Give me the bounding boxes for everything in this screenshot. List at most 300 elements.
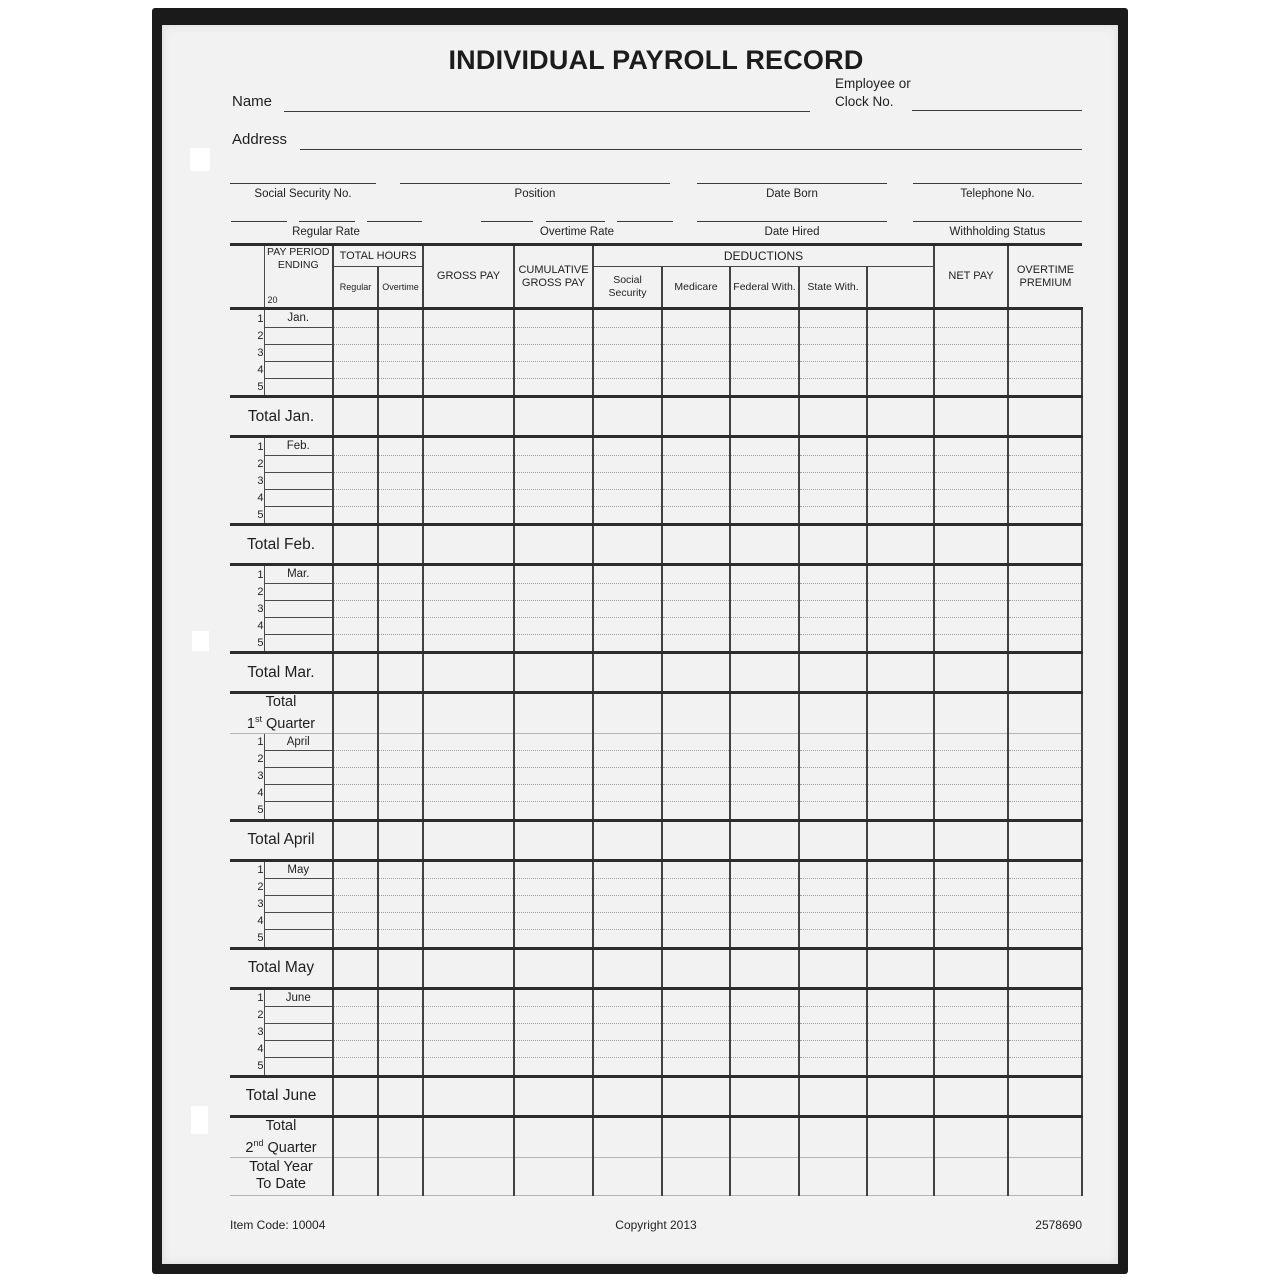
punch-hole <box>190 148 210 171</box>
quarter-total-line2 <box>230 1135 332 1157</box>
row-number: 3 <box>257 898 264 911</box>
data-cell <box>934 565 1008 584</box>
data-cell <box>593 617 662 634</box>
month-label-cell <box>264 583 333 600</box>
data-cell <box>1008 506 1082 525</box>
data-cell <box>934 1058 1008 1077</box>
pay-period-row <box>230 361 1082 378</box>
data-cell <box>378 327 423 344</box>
data-cell <box>514 489 593 506</box>
data-cell <box>333 860 378 879</box>
data-cell <box>799 378 867 397</box>
pay-period-row <box>230 785 1082 802</box>
withholding-status-label: Withholding Status <box>949 226 1046 238</box>
row-number: 2 <box>257 753 264 766</box>
month-label-cell: Feb. <box>264 437 333 456</box>
pay-period-row <box>230 1024 1082 1041</box>
data-cell <box>333 1041 378 1058</box>
pay-period-row <box>230 506 1082 525</box>
total-cell <box>1008 1116 1082 1157</box>
data-cell <box>333 1024 378 1041</box>
total-cell <box>662 1157 730 1195</box>
data-cell <box>514 733 593 751</box>
clock-no-text: Clock No. <box>835 94 894 109</box>
pay-period-row <box>230 1041 1082 1058</box>
total-cell <box>514 1116 593 1157</box>
data-cell <box>867 361 934 378</box>
total-cell <box>593 820 662 860</box>
total-cell <box>333 948 378 988</box>
total-cell <box>378 693 423 734</box>
month-total-row <box>230 397 1082 437</box>
data-cell <box>1008 860 1082 879</box>
month-label-cell <box>264 1058 333 1077</box>
data-cell <box>378 1058 423 1077</box>
net-pay-header: NET PAY <box>934 245 1008 309</box>
data-cell <box>799 860 867 879</box>
data-cell <box>378 472 423 489</box>
total-cell <box>799 397 867 437</box>
telephone-blank-line <box>913 183 1082 184</box>
data-cell <box>1008 634 1082 653</box>
total-cell <box>662 653 730 693</box>
data-cell <box>514 896 593 913</box>
row-number: 3 <box>257 602 264 615</box>
data-cell <box>1008 879 1082 896</box>
data-cell <box>378 913 423 930</box>
data-cell <box>1008 583 1082 600</box>
data-cell <box>934 361 1008 378</box>
total-cell <box>867 1116 934 1157</box>
pay-period-row <box>230 309 1082 328</box>
month-label-cell <box>264 378 333 397</box>
data-cell <box>934 1041 1008 1058</box>
total-cell <box>593 1157 662 1195</box>
data-cell <box>867 1007 934 1024</box>
punch-hole <box>191 1106 208 1134</box>
data-cell <box>934 988 1008 1007</box>
total-cell <box>423 653 514 693</box>
data-cell <box>514 344 593 361</box>
total-cell <box>514 1157 593 1195</box>
data-cell <box>867 327 934 344</box>
date-born-blank-line <box>697 183 887 184</box>
total-cell <box>1008 397 1082 437</box>
total-cell <box>934 693 1008 734</box>
total-cell <box>514 653 593 693</box>
data-cell <box>333 309 378 328</box>
data-cell <box>593 785 662 802</box>
pay-period-row <box>230 617 1082 634</box>
year-total-row <box>230 1157 1082 1195</box>
data-cell <box>730 617 799 634</box>
data-cell <box>730 583 799 600</box>
total-cell <box>934 1076 1008 1116</box>
pay-period-row <box>230 583 1082 600</box>
data-cell <box>593 733 662 751</box>
month-label-cell <box>264 1024 333 1041</box>
month-label-cell: June <box>264 988 333 1007</box>
row-number: 2 <box>257 585 264 598</box>
data-cell <box>934 879 1008 896</box>
data-cell <box>593 309 662 328</box>
data-cell <box>333 988 378 1007</box>
data-cell <box>867 802 934 821</box>
total-cell <box>934 1157 1008 1195</box>
data-cell <box>1008 617 1082 634</box>
row-number: 3 <box>257 1026 264 1039</box>
total-cell <box>378 820 423 860</box>
month-label-cell <box>264 930 333 949</box>
data-cell <box>378 879 423 896</box>
total-cell <box>423 1157 514 1195</box>
data-cell <box>514 600 593 617</box>
data-cell <box>333 733 378 751</box>
data-cell <box>423 309 514 328</box>
month-total-row-label: Total Feb. <box>230 525 333 565</box>
data-cell <box>593 361 662 378</box>
data-cell <box>514 472 593 489</box>
data-cell <box>867 583 934 600</box>
row-number: 4 <box>257 363 264 376</box>
total-cell <box>662 1076 730 1116</box>
data-cell <box>333 751 378 768</box>
total-cell <box>378 948 423 988</box>
overtime-hours-header: Overtime <box>378 267 423 309</box>
total-cell <box>662 397 730 437</box>
payroll-form-page <box>162 25 1118 1264</box>
data-cell <box>867 1058 934 1077</box>
data-cell <box>333 879 378 896</box>
data-cell <box>867 733 934 751</box>
total-cell <box>423 525 514 565</box>
pay-period-row <box>230 565 1082 584</box>
data-cell <box>934 455 1008 472</box>
data-cell <box>423 583 514 600</box>
total-cell <box>593 397 662 437</box>
pay-period-row <box>230 896 1082 913</box>
quarter-total-line1: Total <box>265 1117 297 1134</box>
total-cell <box>514 820 593 860</box>
quarter-word: Quarter <box>263 1139 317 1156</box>
data-cell <box>423 913 514 930</box>
total-cell <box>333 820 378 860</box>
address-label: Address <box>232 131 288 148</box>
data-cell <box>662 751 730 768</box>
data-cell <box>593 600 662 617</box>
total-cell <box>378 653 423 693</box>
data-cell <box>593 1007 662 1024</box>
pay-period-row <box>230 489 1082 506</box>
row-number: 1 <box>257 864 264 877</box>
total-cell <box>514 525 593 565</box>
data-cell <box>867 600 934 617</box>
total-cell <box>662 693 730 734</box>
data-cell <box>593 896 662 913</box>
data-cell <box>514 768 593 785</box>
data-cell <box>662 437 730 456</box>
data-cell <box>423 733 514 751</box>
pay-period-row <box>230 600 1082 617</box>
data-cell <box>662 913 730 930</box>
data-cell <box>423 785 514 802</box>
data-cell <box>934 733 1008 751</box>
data-cell <box>593 913 662 930</box>
total-cell <box>867 1157 934 1195</box>
address-blank-line <box>300 149 1082 150</box>
month-label-cell <box>264 600 333 617</box>
data-cell <box>730 785 799 802</box>
data-cell <box>423 860 514 879</box>
data-cell <box>333 634 378 653</box>
item-code: Item Code: 10004 <box>230 1218 326 1232</box>
data-cell <box>934 600 1008 617</box>
data-cell <box>799 455 867 472</box>
month-total-row-label: Total Jan. <box>230 397 333 437</box>
data-cell <box>333 785 378 802</box>
row-number: 3 <box>257 474 264 487</box>
data-cell <box>378 1007 423 1024</box>
data-cell <box>514 565 593 584</box>
data-cell <box>378 751 423 768</box>
corner-header-cell <box>230 245 264 309</box>
data-cell <box>799 583 867 600</box>
data-cell <box>934 489 1008 506</box>
quarter-number: 1 <box>246 715 255 732</box>
quarter-number: 2 <box>245 1139 254 1156</box>
regular-rate-blank-1 <box>231 221 287 222</box>
state-with-header: State With. <box>799 267 867 309</box>
month-label-cell <box>264 913 333 930</box>
month-total-row <box>230 820 1082 860</box>
data-cell <box>934 437 1008 456</box>
quarter-total-row-label <box>230 693 333 734</box>
month-total-row <box>230 948 1082 988</box>
total-cell <box>730 693 799 734</box>
pay-period-row <box>230 988 1082 1007</box>
data-cell <box>799 1041 867 1058</box>
total-cell <box>934 948 1008 988</box>
month-label-cell: Jan. <box>264 309 333 328</box>
data-cell <box>333 1058 378 1077</box>
month-label-cell <box>264 1007 333 1024</box>
data-cell <box>423 1058 514 1077</box>
overtime-premium-header: OVERTIME PREMIUM <box>1008 245 1082 309</box>
data-cell <box>730 879 799 896</box>
total-cell <box>730 397 799 437</box>
pay-period-ending-header <box>264 245 333 309</box>
data-cell <box>378 455 423 472</box>
data-cell <box>934 378 1008 397</box>
total-cell <box>730 1157 799 1195</box>
row-number: 4 <box>257 1043 264 1056</box>
data-cell <box>1008 600 1082 617</box>
data-cell <box>593 437 662 456</box>
month-total-row <box>230 525 1082 565</box>
data-cell <box>423 1024 514 1041</box>
punch-hole <box>192 631 209 651</box>
data-cell <box>514 583 593 600</box>
data-cell <box>730 1058 799 1077</box>
data-cell <box>333 802 378 821</box>
data-cell <box>867 930 934 949</box>
pay-period-row <box>230 930 1082 949</box>
data-cell <box>730 437 799 456</box>
data-cell <box>799 785 867 802</box>
data-cell <box>1008 988 1082 1007</box>
total-cell <box>730 948 799 988</box>
data-cell <box>730 988 799 1007</box>
pay-period-row <box>230 751 1082 768</box>
data-cell <box>934 930 1008 949</box>
data-cell <box>662 309 730 328</box>
data-cell <box>1008 455 1082 472</box>
data-cell <box>934 1007 1008 1024</box>
data-cell <box>662 879 730 896</box>
total-cell <box>333 693 378 734</box>
data-cell <box>1008 785 1082 802</box>
month-total-row-label: Total May <box>230 948 333 988</box>
gross-pay-header: GROSS PAY <box>423 245 514 309</box>
data-cell <box>730 472 799 489</box>
year-total-line1: Total Year <box>249 1159 313 1176</box>
ssn-blank-line <box>230 183 376 184</box>
data-cell <box>1008 802 1082 821</box>
data-cell <box>934 617 1008 634</box>
data-cell <box>378 1041 423 1058</box>
data-cell <box>378 896 423 913</box>
data-cell <box>593 1041 662 1058</box>
data-cell <box>593 378 662 397</box>
deductions-header: DEDUCTIONS <box>593 245 934 267</box>
month-label-cell <box>264 896 333 913</box>
data-cell <box>423 455 514 472</box>
data-cell <box>593 802 662 821</box>
pay-period-row <box>230 1058 1082 1077</box>
data-cell <box>333 378 378 397</box>
row-number: 1 <box>257 312 264 325</box>
row-number: 1 <box>257 736 264 749</box>
pay-period-row <box>230 378 1082 397</box>
data-cell <box>333 565 378 584</box>
data-cell <box>333 617 378 634</box>
month-label-cell <box>264 617 333 634</box>
pay-period-row <box>230 913 1082 930</box>
total-cell <box>593 693 662 734</box>
employee-clock-label <box>835 75 911 111</box>
data-cell <box>934 1024 1008 1041</box>
data-cell <box>378 309 423 328</box>
data-cell <box>662 489 730 506</box>
data-cell <box>1008 327 1082 344</box>
data-cell <box>799 344 867 361</box>
data-cell <box>730 896 799 913</box>
data-cell <box>867 860 934 879</box>
data-cell <box>423 506 514 525</box>
data-cell <box>593 879 662 896</box>
pay-period-row <box>230 472 1082 489</box>
cumulative-gross-pay-header: CUMULATIVE GROSS PAY <box>514 245 593 309</box>
total-cell <box>378 1076 423 1116</box>
data-cell <box>799 733 867 751</box>
data-cell <box>593 930 662 949</box>
total-cell <box>730 1116 799 1157</box>
date-born-label: Date Born <box>766 188 818 200</box>
data-cell <box>867 472 934 489</box>
quarter-total-row <box>230 1116 1082 1157</box>
data-cell <box>934 751 1008 768</box>
total-cell <box>423 948 514 988</box>
data-cell <box>867 751 934 768</box>
data-cell <box>514 802 593 821</box>
total-cell <box>730 1076 799 1116</box>
data-cell <box>799 802 867 821</box>
month-total-row-label: Total Mar. <box>230 653 333 693</box>
data-cell <box>333 344 378 361</box>
pay-period-row <box>230 437 1082 456</box>
data-cell <box>423 879 514 896</box>
position-label: Position <box>514 188 556 200</box>
data-cell <box>730 860 799 879</box>
regular-rate-label: Regular Rate <box>292 226 360 238</box>
data-cell <box>934 896 1008 913</box>
data-cell <box>799 768 867 785</box>
data-cell <box>514 930 593 949</box>
data-cell <box>934 583 1008 600</box>
data-cell <box>333 913 378 930</box>
total-cell <box>1008 1157 1082 1195</box>
quarter-ordinal-suffix: nd <box>253 1137 264 1148</box>
data-cell <box>867 378 934 397</box>
total-cell <box>799 820 867 860</box>
data-cell <box>662 600 730 617</box>
data-cell <box>867 565 934 584</box>
total-cell <box>799 693 867 734</box>
total-cell <box>593 1076 662 1116</box>
total-cell <box>593 653 662 693</box>
data-cell <box>662 565 730 584</box>
data-cell <box>1008 1007 1082 1024</box>
month-label-cell <box>264 751 333 768</box>
data-cell <box>593 583 662 600</box>
data-cell <box>423 1041 514 1058</box>
data-cell <box>423 489 514 506</box>
total-cell <box>662 948 730 988</box>
total-cell <box>867 653 934 693</box>
quarter-total-row-label <box>230 1116 333 1157</box>
data-cell <box>333 930 378 949</box>
row-number: 5 <box>230 634 264 653</box>
data-cell <box>1008 309 1082 328</box>
data-cell <box>1008 768 1082 785</box>
row-number: 4 <box>257 787 264 800</box>
copyright: Copyright 2013 <box>615 1218 697 1232</box>
month-label-cell <box>264 489 333 506</box>
total-cell <box>1008 693 1082 734</box>
total-cell <box>799 1116 867 1157</box>
year-total-line2: To Date <box>256 1176 306 1193</box>
total-cell <box>799 948 867 988</box>
total-cell <box>730 653 799 693</box>
data-cell <box>593 472 662 489</box>
total-cell <box>423 1076 514 1116</box>
row-number: 2 <box>257 457 264 470</box>
pay-period-row <box>230 455 1082 472</box>
data-cell <box>423 378 514 397</box>
data-cell <box>662 378 730 397</box>
data-cell <box>799 1024 867 1041</box>
data-cell <box>333 506 378 525</box>
